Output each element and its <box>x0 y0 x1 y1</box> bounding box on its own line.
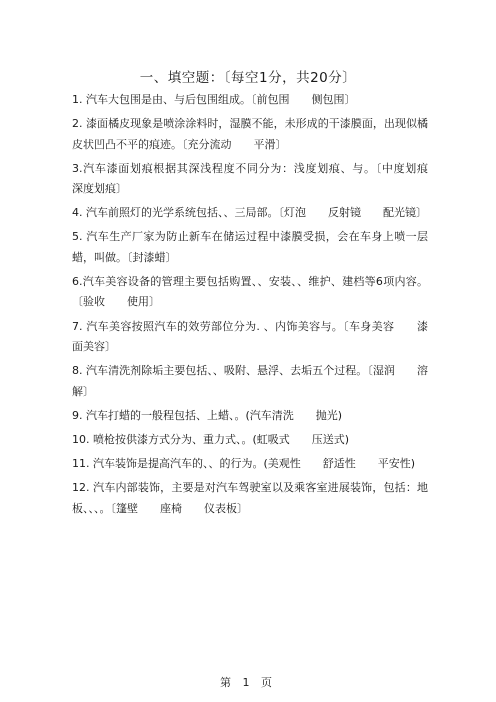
question-answer: 〔湿润 溶解〕 <box>72 364 428 398</box>
question-item <box>72 114 428 155</box>
question-answer: 〔验收 使用〕 <box>72 295 160 309</box>
question-item <box>72 90 428 111</box>
question-text: 11. 汽车装饰是提高汽车的、、的行为。 <box>72 456 264 470</box>
question-text: 8. 汽车清洗剂除垢主要包括、、吸附、悬浮、去垢五个过程。 <box>72 364 368 378</box>
question-text: 6.汽车美容设备的管理主要包括购置、、安装、、维护、建档等6项内容。 <box>72 274 428 288</box>
question-text: 12. 汽车内部装饰，主要是对汽车驾驶室以及乘客室进展装饰，包括：地板、、、。 <box>72 481 428 515</box>
question-item <box>72 203 428 224</box>
question-text: 4. 汽车前照灯的光学系统包括、、三局部。 <box>72 206 279 220</box>
question-text: 7. 汽车美容按照汽车的效劳部位分为. 、内饰美容与。 <box>72 319 344 333</box>
question-item <box>72 454 428 475</box>
question-item <box>72 478 428 519</box>
question-item <box>72 227 428 268</box>
question-text: 2. 漆面橘皮现象是喷涂涂料时，湿膜不能，未形成的干漆膜面，出现似橘皮状凹凸不平的痕迹。 <box>72 117 428 151</box>
question-item <box>72 361 428 402</box>
question-answer: (汽车清洗 抛光) <box>245 408 343 422</box>
question-item <box>72 406 428 427</box>
section-title: 一、填空题：〔每空1分，共20分〕 <box>139 70 357 86</box>
question-text: 3.汽车漆面划痕根据其深浅程度不同分为：浅度划痕、与。 <box>72 161 376 175</box>
question-item <box>72 272 428 313</box>
question-text: 5. 汽车生产厂家为防止新车在储运过程中漆膜受损，会在车身上喷一层蜡，叫做。 <box>72 230 428 264</box>
question-answer: 〔灯泡 反射镜 配光镜〕 <box>278 206 427 220</box>
question-item <box>72 317 428 358</box>
question-text: 9. 汽车打蜡的一般程包括、上蜡、。 <box>72 408 246 422</box>
question-answer: (虹吸式 压送式) <box>252 432 350 446</box>
page-number: 第 1 页 <box>220 676 276 689</box>
question-answer: 〔封漆蜡〕 <box>127 250 177 264</box>
question-answer: 〔前包围 侧包围〕 <box>251 93 356 106</box>
question-item <box>72 430 428 451</box>
question-answer: 〔篷壁 座椅 仪表板〕 <box>110 501 248 515</box>
question-answer: 〔充分流动 平滑〕 <box>182 137 287 151</box>
question-list <box>72 90 451 523</box>
question-answer: 〔中度划痕 深度划痕〕 <box>72 161 451 196</box>
question-text: 10. 喷枪按供漆方式分为、重力式、。 <box>72 432 253 446</box>
question-text: 1. 汽车大包围是由、与后包围组成。 <box>72 93 251 106</box>
question-item <box>72 159 451 200</box>
question-answer: 〔车身美容 漆面美容〕 <box>72 319 428 354</box>
question-answer: (美观性 舒适性 平安性) <box>263 456 416 470</box>
